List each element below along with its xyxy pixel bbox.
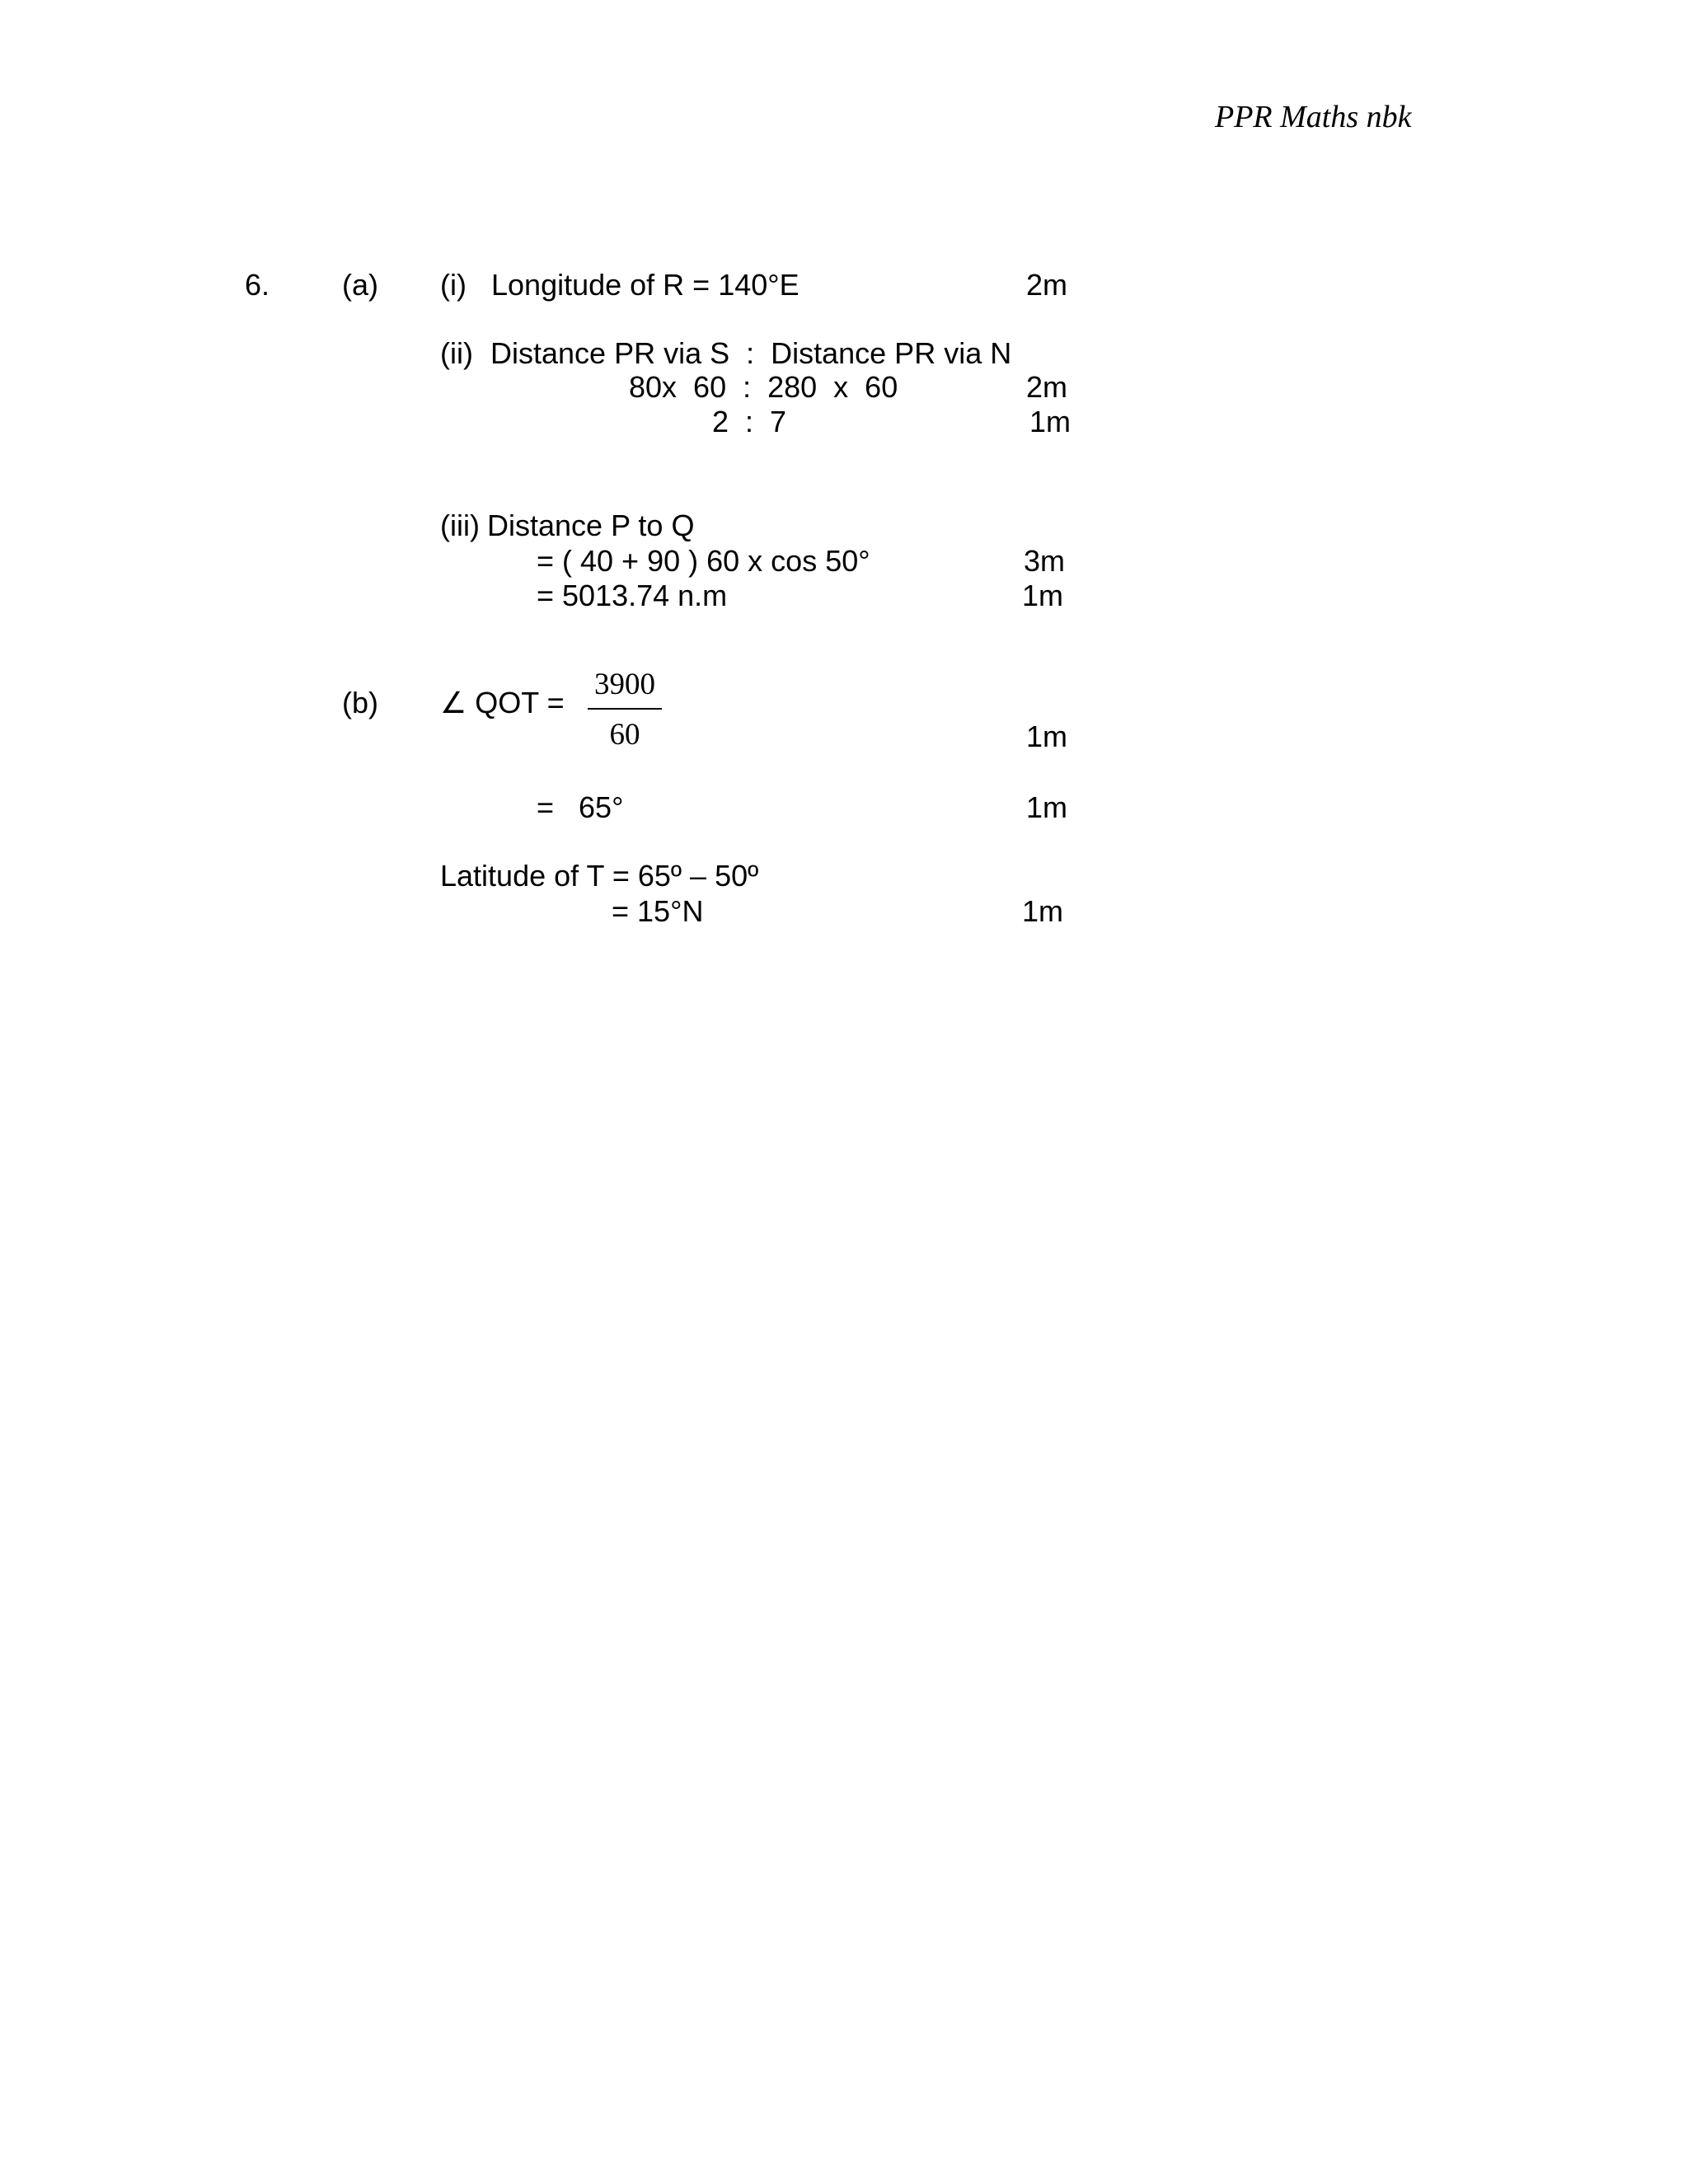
- latitude-mark: 1m: [1022, 894, 1064, 928]
- part-a-i-mark: 2m: [1026, 268, 1068, 302]
- part-a-iii-line1: = ( 40 + 90 ) 60 x cos 50°: [537, 544, 870, 578]
- part-a-iii-label: (iii): [440, 509, 480, 542]
- part-a-iii-text: Distance P to Q: [487, 509, 695, 542]
- part-a-iii-line2: = 5013.74 n.m: [537, 579, 728, 612]
- part-a-iii-line1-mark: 3m: [1024, 544, 1066, 578]
- part-a-ii-text: Distance PR via S : Distance PR via N: [490, 336, 1012, 370]
- part-a-i-text: Longitude of R = 140°E: [491, 268, 799, 302]
- angle-result: = 65°: [537, 790, 624, 824]
- latitude-line2: = 15°N: [612, 894, 704, 928]
- question-number: 6.: [245, 268, 270, 302]
- part-a-iii-line2-mark: 1m: [1022, 579, 1064, 612]
- fraction-mark: 1m: [1026, 719, 1068, 753]
- angle-result-mark: 1m: [1026, 790, 1068, 824]
- part-a-label: (a): [342, 268, 378, 302]
- angle-qot-label: ∠ QOT =: [440, 686, 565, 719]
- part-a-ii-line2: 2 : 7: [712, 405, 787, 438]
- fraction-denominator: 60: [609, 718, 640, 752]
- part-a-ii-line1: 80x 60 : 280 x 60: [629, 370, 898, 404]
- latitude-line1: Latitude of T = 65º – 50º: [440, 859, 759, 893]
- part-a-ii-label: (ii): [440, 336, 473, 370]
- part-a-ii-line1-mark: 2m: [1026, 370, 1068, 404]
- angle-fraction: [588, 669, 662, 750]
- page-header-title: PPR Maths nbk: [1215, 100, 1412, 134]
- fraction-numerator: 3900: [588, 669, 662, 710]
- part-a-ii-line2-mark: 1m: [1029, 405, 1071, 438]
- part-b-label: (b): [342, 686, 378, 719]
- part-a-i-label: (i): [440, 268, 467, 302]
